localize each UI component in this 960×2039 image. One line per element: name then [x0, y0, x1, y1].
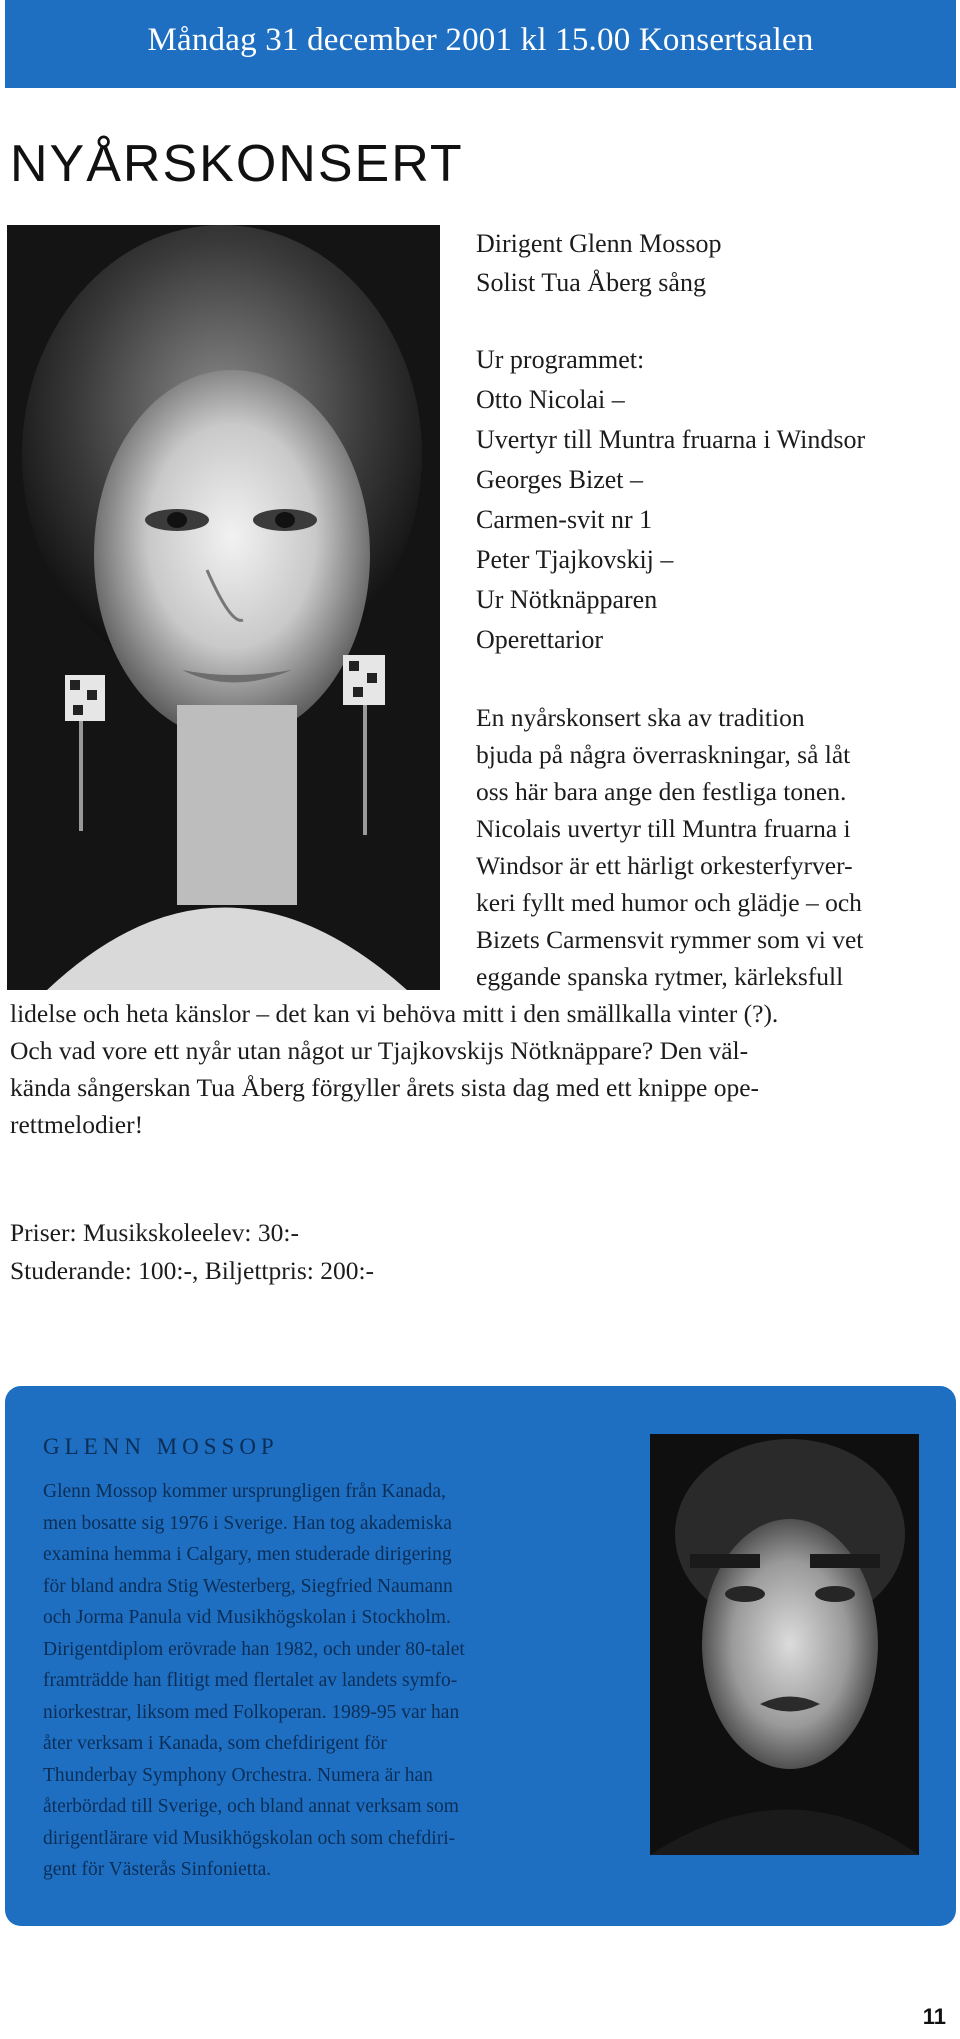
- program-item: Georges Bizet –: [476, 465, 644, 494]
- page-number: 11: [922, 2004, 946, 2029]
- bio-line: åter verksam i Kanada, som chefdirigent för: [43, 1733, 387, 1754]
- program-heading: Ur programmet:: [476, 345, 645, 374]
- ticket-prices: [10, 1214, 374, 1290]
- bio-line: för bland andra Stig Westerberg, Siegfried Naumann: [43, 1575, 453, 1597]
- bio-heading: GLENN MOSSOP: [43, 1434, 279, 1459]
- price-line: Priser: Musikskoleelev: 30:-: [10, 1218, 299, 1247]
- concert-description: [10, 699, 950, 1143]
- bio-line: Dirigentdiplom erövrade han 1982, och under 80-talet: [43, 1638, 465, 1660]
- description-line: oss här bara ange den festliga tonen.: [476, 777, 847, 806]
- conductor-bio-box: [5, 1386, 956, 1926]
- description-line: bjuda på några överraskningar, så låt: [476, 740, 851, 769]
- conductor-credit: Dirigent Glenn Mossop: [476, 229, 722, 258]
- bio-line: niorkestrar, liksom med Folkoperan. 1989-95 var han: [43, 1701, 460, 1723]
- bio-line: framträdde han flitigt med flertalet av landets symfo-: [43, 1670, 458, 1691]
- bio-line: dirigentlärare vid Musikhögskolan och som chefdiri-: [43, 1827, 456, 1849]
- bio-line: examina hemma i Calgary, men studerade dirigering: [43, 1544, 452, 1565]
- description-line: eggande spanska rytmer, kärleksfull: [476, 962, 844, 991]
- conductor-portrait-photo: [650, 1434, 919, 1855]
- program-item: Peter Tjajkovskij –: [476, 545, 674, 574]
- soloist-credit: Solist Tua Åberg sång: [476, 268, 706, 297]
- description-line: Windsor är ett härligt orkesterfyrver-: [476, 851, 853, 880]
- program-item: Otto Nicolai –: [476, 385, 625, 414]
- concert-date-line: Måndag 31 december 2001 kl 15.00 Konsertsalen: [147, 22, 814, 58]
- bio-line: återbördad till Sverige, och bland annat verksam som: [43, 1796, 459, 1817]
- credits: [476, 224, 722, 302]
- description-line: keri fyllt med humor och glädje – och: [476, 888, 862, 917]
- page-title: NYÅRSKONSERT: [10, 135, 464, 193]
- program-item: Operettarior: [476, 625, 604, 654]
- bio-text: [43, 1476, 465, 1886]
- header-bar: [5, 0, 956, 88]
- program-item: Ur Nötknäpparen: [476, 585, 658, 614]
- description-line: lidelse och heta känslor – det kan vi behöva mitt i den smällkalla vinter (?).: [10, 999, 779, 1028]
- bio-line: men bosatte sig 1976 i Sverige. Han tog akademiska: [43, 1512, 452, 1534]
- description-line: Nicolais uvertyr till Muntra fruarna i: [476, 814, 851, 843]
- bio-line: Thunderbay Symphony Orchestra. Numera är han: [43, 1764, 433, 1786]
- program-list: [476, 340, 865, 660]
- description-line: En nyårskonsert ska av tradition: [476, 703, 805, 732]
- program-item: Carmen-svit nr 1: [476, 505, 653, 534]
- bio-line: och Jorma Panula vid Musikhögskolan i Stockholm.: [43, 1607, 451, 1628]
- price-line: Studerande: 100:-, Biljettpris: 200:-: [10, 1256, 375, 1285]
- description-line: Bizets Carmensvit rymmer som vi vet: [476, 925, 864, 954]
- bio-line: gent för Västerås Sinfonietta.: [43, 1859, 272, 1880]
- program-item: Uvertyr till Muntra fruarna i Windsor: [476, 425, 866, 454]
- description-line: rettmelodier!: [10, 1110, 144, 1139]
- description-line: kända sångerskan Tua Åberg förgyller årets sista dag med ett knippe ope-: [10, 1073, 760, 1102]
- description-line: Och vad vore ett nyår utan något ur Tjajkovskijs Nötknäppare? Den väl-: [10, 1036, 749, 1065]
- bio-line: Glenn Mossop kommer ursprungligen från Kanada,: [43, 1481, 446, 1502]
